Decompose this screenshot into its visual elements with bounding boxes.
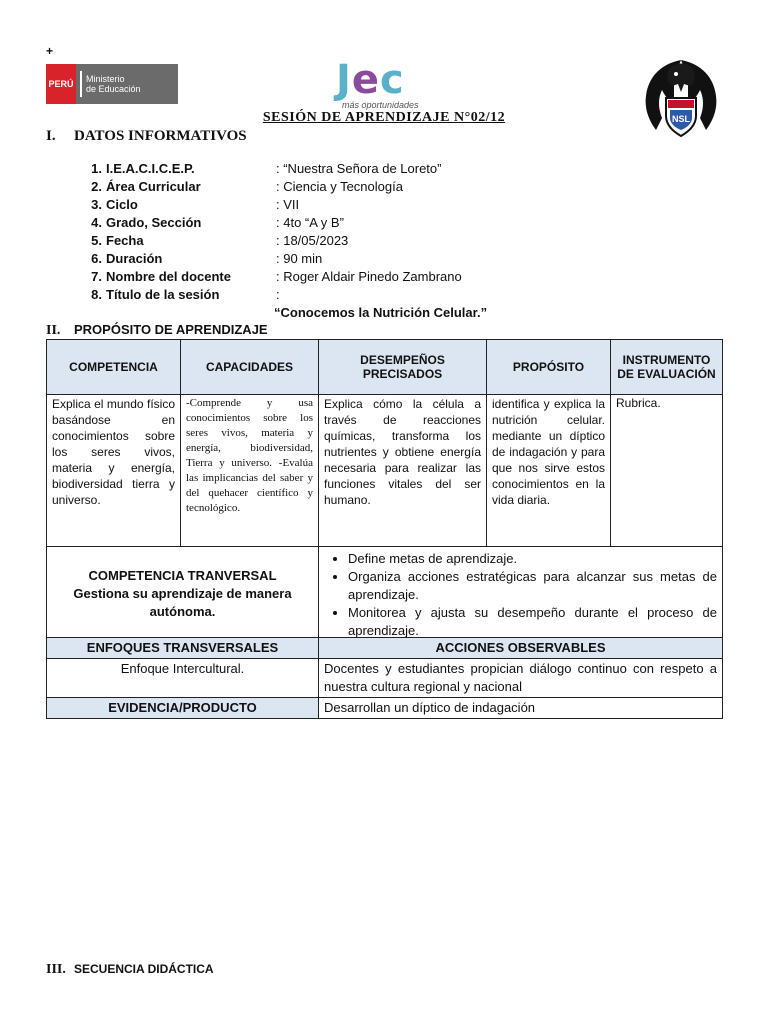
list-item: • Monitorea y ajusta su desempeño durante el proceso de aprendizaje. (348, 604, 717, 640)
info-item (78, 214, 606, 232)
info-number: 6. (91, 251, 102, 266)
section2-label: PROPÓSITO DE APRENDIZAJE (74, 322, 268, 337)
cell-evidencia: Desarrollan un díptico de indagación (319, 698, 723, 719)
competencia-transversal-cell (47, 547, 319, 642)
info-label: Título de la sesión (106, 287, 220, 302)
metas-cell (319, 547, 723, 642)
minedu-line1: Ministerio (86, 74, 125, 84)
peru-flag-label: PERÚ (46, 64, 76, 104)
info-value: : VII (276, 197, 300, 212)
table-row (47, 547, 723, 642)
crest-text: NSL (672, 114, 690, 124)
info-value: : “Nuestra Señora de Loreto” (276, 161, 442, 176)
info-list (78, 160, 606, 304)
info-number: 2. (91, 179, 102, 194)
cell-proposito: identifica y explica la nutrición celular. mediante un díptico de indagación y para que nos sirve estos conocimientos en la vida diaria. (487, 395, 611, 547)
info-number: 5. (91, 233, 102, 248)
competencia-transversal-table (46, 546, 723, 642)
jec-letter-e: e (351, 57, 381, 103)
minedu-line2: de Educación (86, 84, 141, 94)
info-label: Duración (106, 251, 163, 266)
minedu-logo (46, 64, 178, 104)
info-label: Área Curricular (106, 179, 201, 194)
metas-list (324, 550, 717, 640)
info-label: Grado, Sección (106, 215, 202, 230)
info-value: : 18/05/2023 (276, 233, 349, 248)
info-number: 3. (91, 197, 102, 212)
list-item: • Define metas de aprendizaje. (348, 550, 717, 568)
header-capacidades: CAPACIDADES (181, 340, 319, 395)
school-crest-icon (640, 58, 722, 140)
table-row (47, 698, 723, 719)
info-item (78, 286, 606, 304)
cell-instrumento: Rubrica. (611, 395, 723, 547)
info-item (78, 250, 606, 268)
section3-label: SECUENCIA DIDÁCTICA (74, 962, 214, 976)
info-number: 4. (91, 215, 102, 230)
minedu-text (86, 74, 141, 94)
table-row (47, 395, 723, 547)
header-desempenos: DESEMPEÑOS PRECISADOS (319, 340, 487, 395)
info-label: Nombre del docente (106, 269, 231, 284)
enfoques-table (46, 637, 723, 719)
section-secuencia (46, 962, 214, 978)
plus-mark: + (46, 44, 54, 58)
info-item (78, 178, 606, 196)
competencia-transversal-label: COMPETENCIA TRANVERSAL (88, 568, 277, 583)
info-value: : (276, 287, 280, 302)
header-acciones: ACCIONES OBSERVABLES (319, 638, 723, 659)
section-proposito (46, 322, 268, 339)
session-title: “Conocemos la Nutrición Celular.” (274, 305, 488, 320)
section1-number: I. (46, 128, 56, 144)
section1-label: DATOS INFORMATIVOS (74, 128, 247, 144)
header-instrumento: INSTRUMENTO DE EVALUACIÓN (611, 340, 723, 395)
header-evidencia: EVIDENCIA/PRODUCTO (47, 698, 319, 719)
info-item (78, 232, 606, 250)
info-label: Ciclo (106, 197, 138, 212)
table-row (47, 659, 723, 698)
section-datos-informativos (46, 128, 247, 145)
jec-letter-j: J (336, 57, 352, 103)
info-value: : 4to “A y B” (276, 215, 344, 230)
cell-accion: Docentes y estudiantes propician diálogo continuo con respeto a nuestra cultura regional y nacional (319, 659, 723, 698)
info-value: : Roger Aldair Pinedo Zambrano (276, 269, 462, 284)
header-enfoques: ENFOQUES TRANSVERSALES (47, 638, 319, 659)
logo-divider (80, 71, 82, 97)
jec-tagline: más oportunidades (342, 100, 419, 110)
jec-letter-c: c (380, 57, 405, 103)
info-item (78, 160, 606, 178)
info-item (78, 196, 606, 214)
info-number: 7. (91, 269, 102, 284)
info-value: : Ciencia y Tecnología (276, 179, 403, 194)
list-item: • Organiza acciones estratégicas para alcanzar sus metas de aprendizaje. (348, 568, 717, 604)
info-label: Fecha (106, 233, 144, 248)
cell-capacidades: -Comprende y usa conocimientos sobre los seres vivos, materia y energía, biodiversidad, Tierra y universo. -Evalúa las implicancias del saber y del quehacer científico y tecnológico. (181, 395, 319, 547)
jec-logo (336, 57, 456, 114)
jec-wordmark (336, 57, 405, 103)
cell-desempenos: Explica cómo la célula a través de reacciones químicas, transforma los nutrientes y obtiene energía necesaria para realizar las funciones vitales del ser humano. (319, 395, 487, 547)
header-competencia: COMPETENCIA (47, 340, 181, 395)
info-value: : 90 min (276, 251, 323, 266)
cell-competencia: Explica el mundo físico basándose en conocimientos sobre los seres vivos, materia y energía, biodiversidad tierra y universo. (47, 395, 181, 547)
section2-number: II. (46, 323, 61, 338)
proposito-table (46, 339, 723, 547)
table-header-row (47, 340, 723, 395)
table-header-row (47, 638, 723, 659)
info-label: I.E.A.C.I.C.E.P. (106, 161, 195, 176)
page-title: SESIÓN DE APRENDIZAJE N°02/12 (262, 110, 506, 125)
info-number: 1. (91, 161, 102, 176)
section3-number: III. (46, 962, 66, 977)
header-proposito: PROPÓSITO (487, 340, 611, 395)
cell-enfoque: Enfoque Intercultural. (47, 659, 319, 698)
info-number: 8. (91, 287, 102, 302)
info-item (78, 268, 606, 286)
competencia-transversal-name: Gestiona su aprendizaje de manera autónoma. (73, 586, 292, 619)
